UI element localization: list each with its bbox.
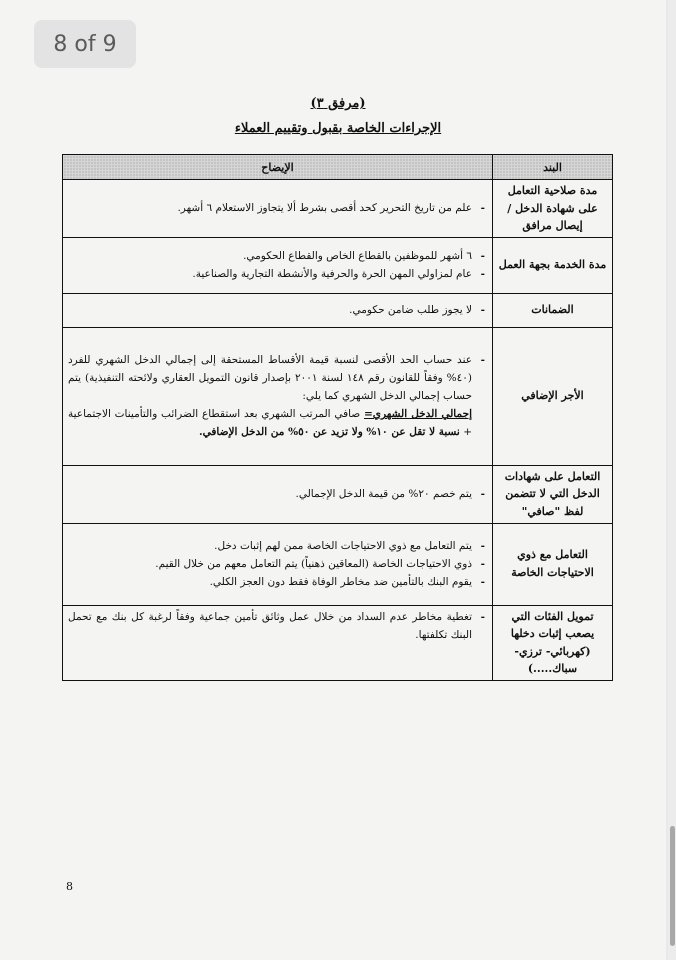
row-explanation: [63, 523, 493, 605]
row-item: التعامل مع ذوي الاحتياجات الخاصة: [493, 523, 613, 605]
bullet-item: - يتم التعامل مع ذوي الاحتياجات الخاصة ممن لهم إثبات دخل.: [68, 537, 487, 555]
table-row: [63, 237, 613, 293]
row-item: الضمانات: [493, 293, 613, 327]
row-explanation: [63, 327, 493, 465]
bullet-item: - تغطية مخاطر عدم السداد من خلال عمل وثائق تأمين جماعية وفقاً لرغبة كل بنك مع تحمل البنك تكلفتها.: [68, 608, 487, 644]
bullet-text: عند حساب الحد الأقصى لنسبة قيمة الأقساط المستحقة إلى إجمالي الدخل الشهري للفرد (٤٠% وفقاً للقانون رقم ١٤٨ لسنة ٢٠٠١ بإصدار قانون التمويل العقاري ولائحته التنفيذية) يتم حساب إجمالي الدخل الشهري كما يلي:: [68, 354, 473, 403]
table-row: [63, 465, 613, 523]
table-row: [63, 605, 613, 680]
row-explanation: [63, 465, 493, 523]
row-item: مدة صلاحية التعامل على شهادة الدخل / إيصال مرافق: [493, 180, 613, 238]
procedures-table: [62, 154, 613, 681]
bullet-item: - ٦ أشهر للموظفين بالقطاع الخاص والقطاع الحكومي.: [68, 247, 487, 265]
page-indicator: 8 of 9: [34, 20, 136, 68]
bullet-item: - لا يجوز طلب ضامن حكومي.: [68, 301, 487, 319]
row-item: مدة الخدمة بجهة العمل: [493, 237, 613, 293]
scrollbar[interactable]: [668, 0, 676, 960]
document-title: [0, 121, 676, 136]
table-row: [63, 180, 613, 238]
table-row: [63, 523, 613, 605]
row-item: الأجر الإضافي: [493, 327, 613, 465]
formula-label: إجمالي الدخل الشهري=: [363, 408, 472, 421]
formula-text: صافي المرتب الشهري بعد استقطاع الضرائب والتأمينات الاجتماعية +: [68, 408, 472, 439]
bullet-item: [68, 351, 487, 441]
row-item: تمويل الفئات التي يصعب إثبات دخلها (كهربائي- ترزي- سباك.....): [493, 605, 613, 680]
table-row: [63, 327, 613, 465]
document-title-text: الإجراءات الخاصة بقبول وتقييم العملاء: [234, 121, 442, 136]
annex-label-text: (مرفق ٣): [310, 96, 366, 111]
row-explanation: [63, 237, 493, 293]
bullet-item: - عام لمزاولي المهن الحرة والحرفية والأنشطة التجارية والصناعية.: [68, 265, 487, 283]
bullet-item: - علم من تاريخ التحرير كحد أقصى بشرط ألا يتجاوز الاستعلام ٦ أشهر.: [68, 199, 487, 217]
bullet-item: - يتم خصم ٢٠% من قيمة الدخل الإجمالي.: [68, 485, 487, 503]
table-header-row: [63, 155, 613, 180]
table-row: [63, 293, 613, 327]
formula-bold-text: نسبة لا تقل عن ١٠% ولا تزيد عن ٥٠% من الدخل الإضافي.: [198, 426, 460, 439]
row-explanation: [63, 605, 493, 680]
header-item: البند: [493, 155, 613, 180]
annex-label: [0, 96, 676, 111]
bullet-item: - يقوم البنك بالتأمين ضد مخاطر الوفاة فقط دون العجز الكلي.: [68, 573, 487, 591]
row-explanation: [63, 293, 493, 327]
scrollbar-thumb[interactable]: [670, 826, 675, 946]
bullet-item: - ذوي الاحتياجات الخاصة (المعاقين ذهنياً) يتم التعامل معهم من خلال القيم.: [68, 555, 487, 573]
page-number: 8: [66, 880, 73, 893]
row-explanation: [63, 180, 493, 238]
row-item: التعامل على شهادات الدخل التي لا تتضمن لفظ "صافي": [493, 465, 613, 523]
header-explanation: الإيضاح: [63, 155, 493, 180]
